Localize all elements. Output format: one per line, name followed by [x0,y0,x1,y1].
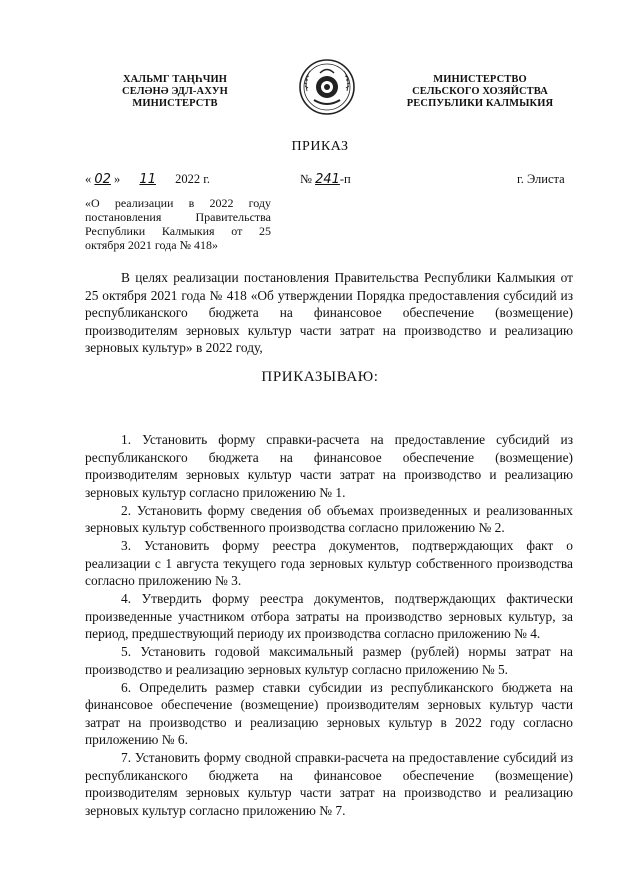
order-item: 2. Установить форму сведения об объемах произведенных и реализованных зерновых культур собственного производства согласно приложению № 2. [85,502,573,535]
ministry-name-russian [395,74,565,110]
header-left-line: СЕЛӘНӘ ЭДЛ-АХУН [122,86,228,97]
order-item: 5. Установить годовой максимальный размер (рублей) нормы затрат на производство и реализацию зерновых культур согласно приложению № 5. [85,644,573,677]
number-prefix: № [300,172,312,186]
document-title: ПРИКАЗ [291,139,349,154]
date-open-quote: « [85,172,92,186]
date-close-quote: » [114,172,121,186]
header-left-line: МИНИСТЕРСТВ [132,98,218,109]
number-suffix: -п [339,172,351,186]
header-left-line: ХАЛЬМГ ТАҢҺЧИН [122,74,228,85]
order-item: 7. Установить форму сводной справки-расчета на предоставление субсидий из республиканского бюджета на финансовое обеспечение (возмещение) производителям зерновых культур части затрат на производство и реализацию зерновых культур согласно приложению № 7. [85,750,573,818]
order-word: ПРИКАЗЫВАЮ: [261,369,379,385]
order-item: 6. Определить размер ставки субсидии из республиканского бюджета на финансовое обеспечение (возмещение) производителям зерновых культур части затрат на производство и реализацию зерновых культур в 2022 году согласно приложению № 6. [85,679,573,747]
order-city: г. Элиста [517,172,565,186]
number-value: 241 [315,172,340,187]
date-month: 11 [139,172,156,187]
order-subject: «О реализации в 2022 году постановления Правительства Республики Калмыкия от 25 октября 2021 года № 418» [85,196,271,252]
coat-of-arms-emblem-icon [298,58,356,116]
order-item: 4. Утвердить форму реестра документов, подтверждающих фактически произведенные участником отбора затраты на производство зерновых культур, за период, предшествующий периоду их производства согласно приложению № 4. [85,591,573,641]
order-number [300,172,351,187]
header-right-line: МИНИСТЕРСТВО [433,74,527,85]
ministry-name-kalmyk [105,74,245,110]
order-date [85,172,210,187]
intro-paragraph: В целях реализации постановления Правительства Республики Калмыкия от 25 октября 2021 года № 418 «Об утверждении Порядка предоставления субсидий из республиканского бюджета на финансовое обеспечение (возмещение) производителям зерновых культур части затрат на производство и реализацию зерновых культур» в 2022 году, [85,270,573,355]
date-day: 02 [94,172,111,187]
header-right-line: СЕЛЬСКОГО ХОЗЯЙСТВА [412,86,548,97]
date-year: 2022 г. [175,172,211,186]
order-item: 1. Установить форму справки-расчета на предоставление субсидий из республиканского бюджета на финансовое обеспечение (возмещение) производителям зерновых культур части затрат на производство и реализацию зерновых культур согласно приложению № 1. [85,432,573,500]
order-item: 3. Установить форму реестра документов, подтверждающих факт о реализации с 1 августа текущего года зерновых культур собственного производства согласно приложению № 3. [85,538,573,588]
header-right-line: РЕСПУБЛИКИ КАЛМЫКИЯ [406,98,554,109]
order-items [85,431,573,820]
